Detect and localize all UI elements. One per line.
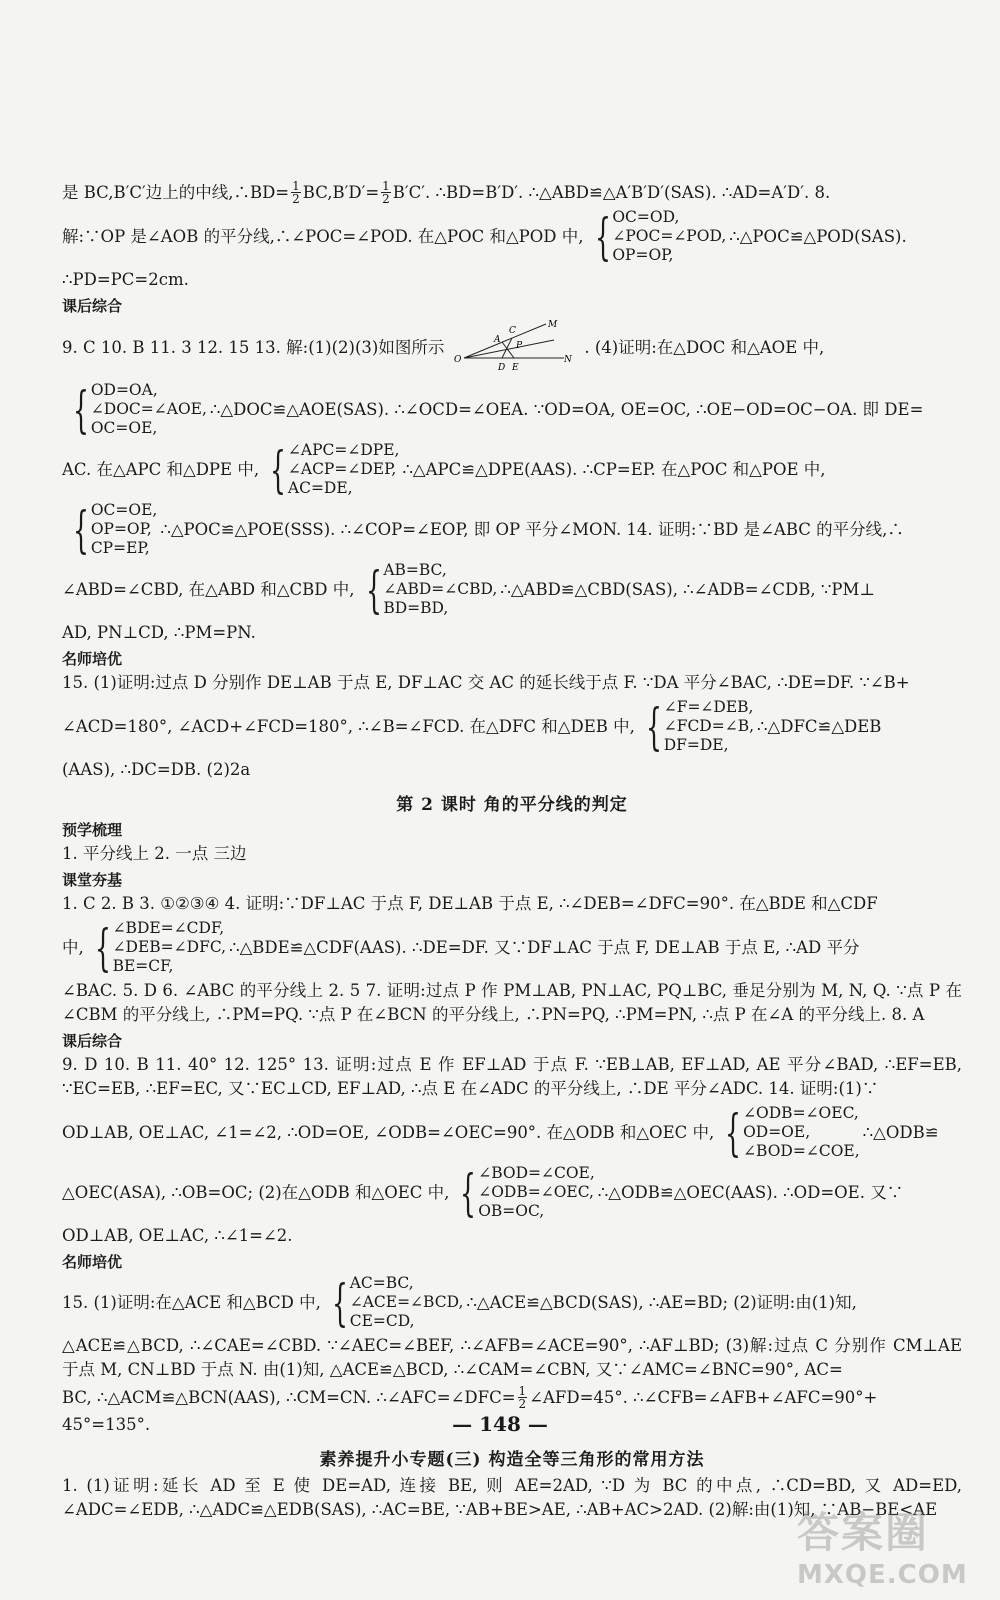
section-heading: 课后综合 (62, 297, 123, 315)
text-line: (AAS), ∴DC=DB. (2)2a (62, 760, 251, 779)
text: ∴△ABD≌△CBD(SAS), ∴∠ADB=∠CDB, ∵PM⊥ (500, 579, 875, 599)
equation-system: { ∠BOD=∠COE, ∠ODB=∠OEC, OB=OC, (460, 1163, 595, 1222)
svg-text:C: C (509, 326, 517, 336)
text: ∴△DOC≌△AOE(SAS). ∴∠OCD=∠OEA. ∵OD=OA, OE=OC, ∴OE−OD=OC−OA. 即 DE= (209, 399, 924, 419)
fraction-half: $\frac{1}{2}$ (382, 179, 390, 206)
svg-text:O: O (454, 355, 462, 365)
section-heading: 名师培优 (62, 650, 123, 668)
text-line (62, 180, 962, 205)
angle-bisector-figure (454, 318, 574, 378)
text: AC. 在△APC 和△DPE 中, (62, 459, 260, 479)
section-heading: 预学梳理 (62, 821, 123, 839)
section-heading: 名师培优 (62, 1253, 123, 1271)
text: ∴△ACE≌△BCD(SAS), ∴AE=BD; (2)证明:由(1)知, (466, 1292, 857, 1312)
text-line: ∠BAC. 5. D 6. ∠ABC 的平分线上 2. 5 7. 证明:过点 P 作 PM⊥AB, PN⊥AC, PQ⊥BC, 垂足分别为 M, N, Q. ∵点 P 在∠CBM 的平分线上, ∴PM=PQ. ∵点 P 在∠BCN 的平分线上, ∴PN=PQ, ∴PM=PN, ∴点 P 在∠A 的平分线上. 8. A (62, 981, 962, 1024)
svg-text:D: D (498, 363, 506, 373)
equation-system: { ∠APC=∠DPE, ∠ACP=∠DEP, AC=DE, (270, 440, 400, 499)
equation-system: { AC=BC, ∠ACE=∠BCD, CE=CD, (331, 1273, 464, 1332)
fraction-half: $\frac{1}{2}$ (292, 179, 300, 206)
text: ∴△POC≌△POE(SSS). ∴∠COP=∠EOP, 即 OP 平分∠MON. 14. 证明:∵BD 是∠ABC 的平分线,∴ (160, 519, 904, 539)
text-line (62, 561, 962, 618)
text: ∴△DFC≌△DEB (757, 716, 882, 736)
text-line: OD⊥AB, OE⊥AC, ∴∠1=∠2. (62, 1226, 293, 1245)
text: 是 BC,B′C′边上的中线,∴BD= (62, 182, 290, 202)
text: ∴△ODB≌△OEC(AAS). ∴OD=OE. 又∵ (597, 1182, 904, 1202)
equation-system: { OC=OE, OP=OP, CP=EP, (72, 500, 158, 559)
text: ∴△ODB≌ (862, 1122, 939, 1142)
svg-text:N: N (564, 355, 573, 365)
text: ∴△POC≌△POD(SAS). (729, 226, 907, 246)
text-line (62, 501, 962, 558)
text: 9. C 10. B 11. 3 12. 15 13. 解:(1)(2)(3)如图所示 (62, 338, 445, 357)
text-line (62, 1104, 962, 1161)
text-line (62, 441, 962, 498)
text: BC,B′D′= (302, 182, 380, 202)
svg-text:A: A (494, 335, 501, 345)
equation-system: { AB=BC, ∠ABD=∠CBD, BD=BD, (365, 560, 498, 619)
equation-system: { OD=OA, ∠DOC=∠AOE, OC=OE, (72, 380, 207, 439)
text: 中, (62, 937, 84, 957)
page-number: — 148 — (452, 1412, 548, 1436)
svg-text:E: E (512, 363, 519, 373)
text-line (62, 1274, 962, 1331)
text-line: ∴PD=PC=2cm. (62, 270, 189, 289)
text-line: △ACE≌△BCD, ∴∠CAE=∠CBD. ∵∠AEC=∠BEF, ∴∠AFB=∠ACE=90°, ∴AF⊥BD; (3)解:过点 C 分别作 CM⊥AE 于点 M, CN⊥BD 于点 N. 由(1)知, △ACE≌△BCD, ∴∠CAM=∠CBN, 又∵∠AMC=∠BNC=90°, AC= (62, 1336, 962, 1379)
text: ∠ACD=180°, ∠ACD+∠FCD=180°, ∴∠B=∠FCD. 在△DFC 和△DEB 中, (62, 716, 635, 736)
text: BC, ∴△ACM≌△BCN(AAS), ∴CM=CN. ∴∠AFC=∠DFC= (62, 1387, 516, 1407)
text: OD⊥AB, OE⊥AC, ∠1=∠2, ∴OD=OE, ∠ODB=∠OEC=90°. 在△ODB 和△OEC 中, (62, 1122, 715, 1142)
text-line (62, 1385, 962, 1410)
section-heading: 课堂夯基 (62, 871, 123, 889)
text-line (62, 1164, 962, 1221)
svg-text:P: P (516, 341, 523, 351)
equation-system: { ∠ODB=∠OEC, OD=OE, ∠BOD=∠COE, (725, 1103, 860, 1162)
lesson-title: 第 2 课时 角的平分线的判定 (396, 795, 628, 815)
text: B′C′. ∴BD=B′D′. ∴△ABD≌△A′B′D′(SAS). ∴AD=A′D′. 8. (392, 182, 831, 202)
svg-text:M: M (548, 320, 558, 330)
text: ∴△BDE≌△CDF(AAS). ∴DE=DF. 又∵DF⊥AC 于点 F, DE⊥AB 于点 E, ∴AD 平分 (229, 937, 860, 957)
text-line: 9. D 10. B 11. 40° 12. 125° 13. 证明:过点 E 作 EF⊥AD 于点 F. ∵EB⊥AB, EF⊥AD, AE 平分∠BAD, ∴EF=EB, ∵EC=EB, ∴EF=EC, 又∵EC⊥CD, EF⊥AD, ∴点 E 在∠ADC 的平分线上, ∴DE 平分∠ADC. 14. 证明:(1)∵ (62, 1055, 962, 1098)
equation-system: { OC=OD, ∠POC=∠POD, OP=OP, (594, 207, 727, 266)
watermark-url: MXQE.COM (797, 1560, 968, 1590)
text: 解:∵OP 是∠AOB 的平分线,∴∠POC=∠POD. 在△POC 和△POD 中, (62, 226, 584, 246)
text: ∴△APC≌△DPE(AAS). ∴CP=EP. 在△POC 和△POE 中, (402, 459, 826, 479)
text-line: 45°=135°. (62, 1415, 151, 1434)
text-line: 15. (1)证明:过点 D 分别作 DE⊥AB 于点 E, DF⊥AC 交 AC 的延长线于点 F. ∵DA 平分∠BAC, ∴DE=DF. ∵∠B+ (62, 673, 910, 692)
text-line: 1. C 2. B 3. ①②③④ 4. 证明:∵DF⊥AC 于点 F, DE⊥AB 于点 E, ∴∠DEB=∠DFC=90°. 在△BDE 和△CDF (62, 894, 878, 913)
text: △OEC(ASA), ∴OB=OC; (2)在△ODB 和△OEC 中, (62, 1182, 450, 1202)
text-line: 1. (1)证明:延长 AD 至 E 使 DE=AD, 连接 BE, 则 AE=2AD, ∵D 为 BC 的中点, ∴CD=BD, 又 AD=ED, ∠ADC=∠EDB, ∴△ADC≌△EDB(SAS), ∴AC=BE, ∵AB+BE>AE, ∴AB+AC>2AD. (2)解:由(1)知, ∵AB−BE<AE (62, 1476, 962, 1519)
text: ∠AFD=45°. ∴∠CFB=∠AFB+∠AFC=90°+ (529, 1387, 878, 1407)
text-line (62, 381, 962, 438)
watermark-logo (797, 1500, 972, 1590)
equation-system: { ∠F=∠DEB, ∠FCD=∠B, DF=DE, (645, 697, 755, 756)
page-number-value: 148 (479, 1412, 521, 1436)
text-line: 1. 平分线上 2. 一点 三边 (62, 844, 247, 863)
text: . (4)证明:在△DOC 和△AOE 中, (584, 338, 825, 357)
topic-title: 素养提升小专题(三) 构造全等三角形的常用方法 (319, 1450, 705, 1470)
text-line (62, 919, 962, 976)
text-line (62, 208, 962, 265)
equation-system: { ∠BDE=∠CDF, ∠DEB=∠DFC, BE=CF, (94, 918, 227, 977)
section-heading: 课后综合 (62, 1032, 123, 1050)
text-line: AD, PN⊥CD, ∴PM=PN. (62, 623, 256, 642)
text: ∠ABD=∠CBD, 在△ABD 和△CBD 中, (62, 579, 355, 599)
fraction-half: $\frac{1}{2}$ (518, 1384, 527, 1411)
answer-page (62, 180, 962, 1525)
text-line (62, 698, 962, 755)
text: 15. (1)证明:在△ACE 和△BCD 中, (62, 1292, 321, 1312)
text-line (62, 318, 962, 378)
watermark-text: 答案圈 (797, 1508, 930, 1557)
